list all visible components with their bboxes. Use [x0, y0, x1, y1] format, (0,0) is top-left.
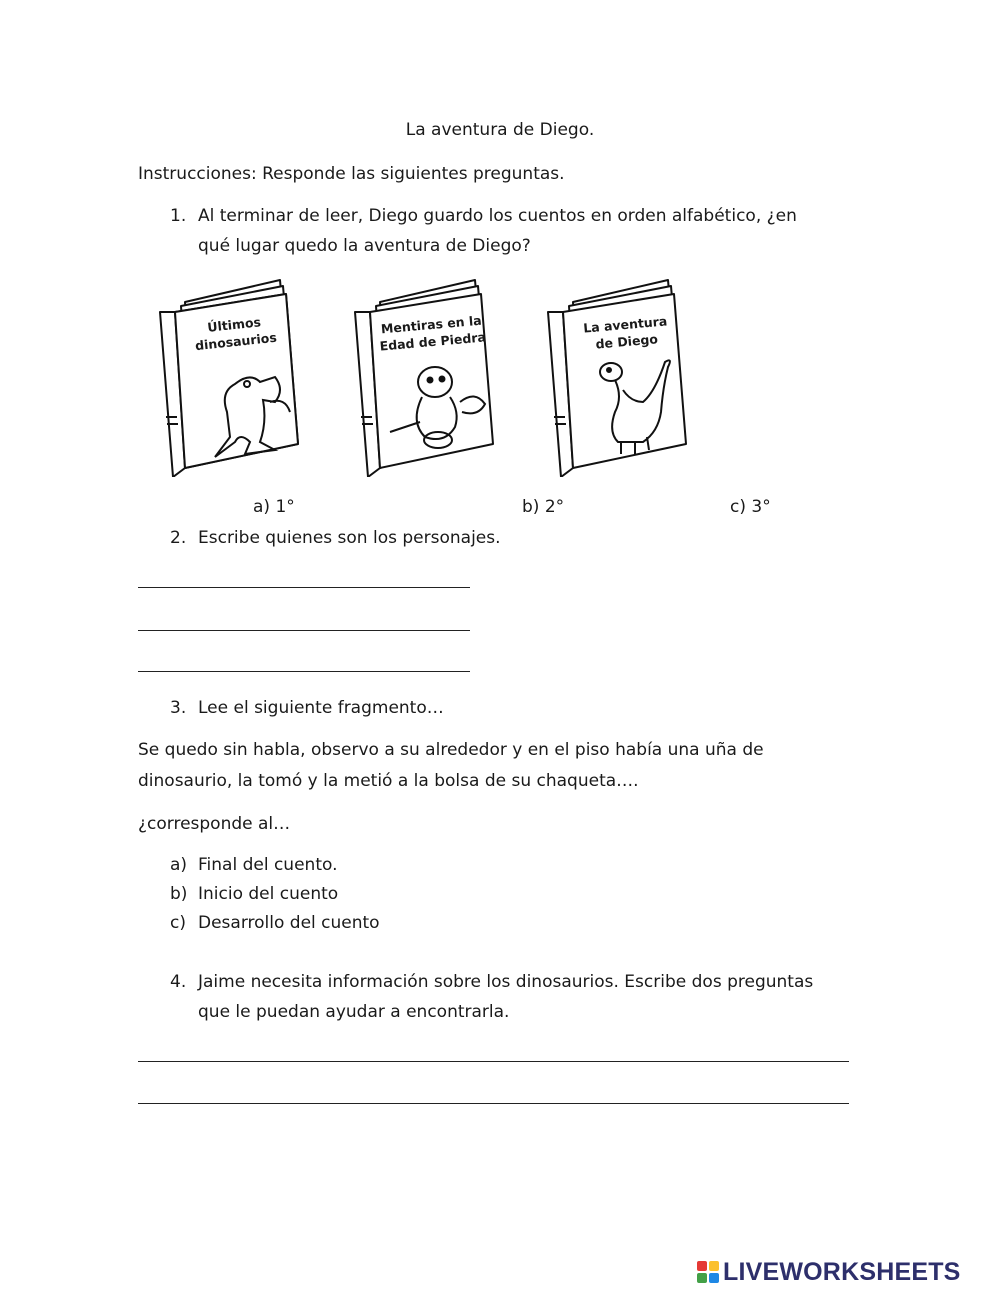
book-la-aventura-de-diego [543, 272, 718, 477]
fragment-line1: Se quedo sin habla, observo a su alrededor y en el piso había una uña de [138, 740, 764, 760]
question-4-text-line1: Jaime necesita información sobre los dinosaurios. Escribe dos preguntas [198, 972, 814, 992]
book-3-title: La aventura de Diego [582, 313, 668, 352]
q3-option-a[interactable]: Final del cuento. [198, 855, 338, 875]
answer-line-q2-2[interactable] [138, 630, 470, 631]
q3-option-a-letter: a) [170, 855, 188, 875]
answer-line-q4-2[interactable] [138, 1103, 849, 1104]
question-3-text: Lee el siguiente fragmento… [198, 698, 444, 718]
logo-text: LIVEWORKSHEETS [723, 1257, 961, 1286]
book-1-title: Últimos dinosaurios [194, 314, 278, 354]
question-4-number: 4. [170, 972, 187, 992]
question-1-text-line1: Al terminar de leer, Diego guardo los cuentos en orden alfabético, ¿en [198, 206, 797, 226]
question-3-number: 3. [170, 698, 187, 718]
q3-option-b-letter: b) [170, 884, 188, 904]
q1-option-a[interactable]: a) 1° [253, 497, 295, 517]
question-3-prompt: ¿corresponde al… [138, 814, 291, 834]
instructions: Instrucciones: Responde las siguientes preguntas. [138, 164, 565, 184]
book-illustration-icon [543, 272, 718, 477]
fragment-line2: dinosaurio, la tomó y la metió a la bolsa de su chaqueta…. [138, 771, 639, 791]
book-2-title: Mentiras en la Edad de Piedra [379, 312, 487, 354]
question-2-text: Escribe quienes son los personajes. [198, 528, 501, 548]
q1-option-c[interactable]: c) 3° [730, 497, 771, 517]
answer-line-q4-1[interactable] [138, 1061, 849, 1062]
page-title: La aventura de Diego. [405, 120, 595, 140]
book-ultimos-dinosaurios [155, 272, 330, 477]
logo-blocks-icon [697, 1261, 719, 1283]
question-1-text-line2: qué lugar quedo la aventura de Diego? [198, 236, 531, 256]
q1-option-b[interactable]: b) 2° [522, 497, 565, 517]
book-illustration-icon [155, 272, 330, 477]
book-mentiras-edad-piedra [350, 272, 525, 477]
q3-option-c-letter: c) [170, 913, 186, 933]
answer-line-q2-1[interactable] [138, 587, 470, 588]
question-1-number: 1. [170, 206, 187, 226]
answer-line-q2-3[interactable] [138, 671, 470, 672]
q3-option-b[interactable]: Inicio del cuento [198, 884, 339, 904]
liveworksheets-logo [697, 1257, 961, 1287]
book-illustration-icon [350, 272, 525, 477]
question-4-text-line2: que le puedan ayudar a encontrarla. [198, 1002, 510, 1022]
q3-option-c[interactable]: Desarrollo del cuento [198, 913, 380, 933]
question-2-number: 2. [170, 528, 187, 548]
